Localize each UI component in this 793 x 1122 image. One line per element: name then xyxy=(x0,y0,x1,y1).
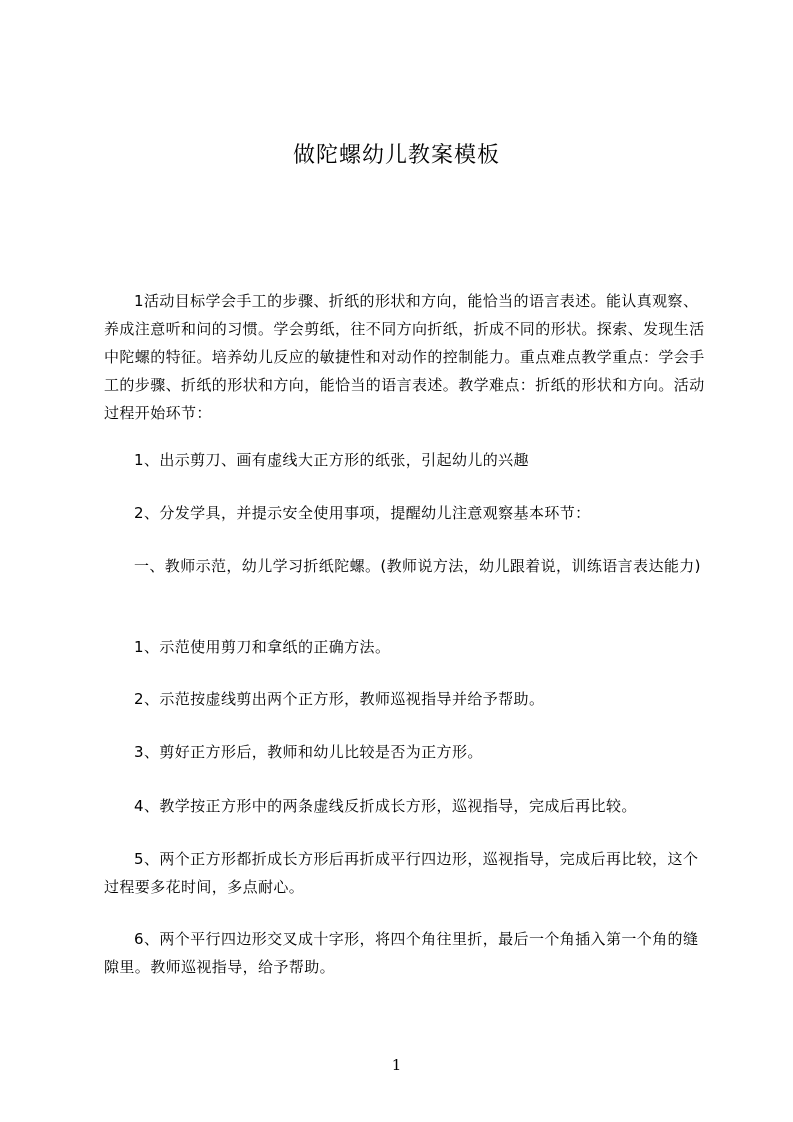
paragraph-activity-goals: 1活动目标学会手工的步骤、折纸的形状和方向，能恰当的语言表述。能认真观察、养成注意听和问的习惯。学会剪纸，往不同方向折纸，折成不同的形状。探索、发现生活中陀螺的特征。培养幼儿反应的敏捷性和对动作的控制能力。重点难点教学重点：学会手工的步骤、折纸的形状和方向，能恰当的语言表述。教学难点：折纸的形状和方向。活动过程开始环节： xyxy=(104,292,705,422)
paragraph-step-show-scissors: 1、出示剪刀、画有虚线大正方形的纸张，引起幼儿的兴趣 xyxy=(134,451,529,469)
paragraph-demo-step-6: 6、两个平行四边形交叉成十字形，将四个角往里折，最后一个角插入第一个角的缝隙里。教师巡视指导，给予帮助。 xyxy=(104,930,699,976)
paragraph-demo-step-3: 3、剪好正方形后，教师和幼儿比较是否为正方形。 xyxy=(134,743,483,761)
paragraph-section-teacher-demo: 一、教师示范，幼儿学习折纸陀螺。(教师说方法，幼儿跟着说，训练语言表达能力) xyxy=(134,557,701,575)
paragraph-step-distribute-tools: 2、分发学具，并提示安全使用事项，提醒幼儿注意观察基本环节： xyxy=(134,504,591,522)
paragraph-demo-step-1: 1、示范使用剪刀和拿纸的正确方法。 xyxy=(134,638,391,656)
paragraph-demo-step-2: 2、示范按虚线剪出两个正方形，教师巡视指导并给予帮助。 xyxy=(134,690,545,708)
paragraph-demo-step-4: 4、教学按正方形中的两条虚线反折成长方形，巡视指导，完成后再比较。 xyxy=(134,797,637,815)
paragraph-demo-step-5: 5、两个正方形都折成长方形后再折成平行四边形，巡视指导，完成后再比较，这个过程要多花时间，多点耐心。 xyxy=(104,850,699,896)
page-number: 1 xyxy=(391,1056,402,1074)
document-title: 做陀螺幼儿教案模板 xyxy=(292,143,500,168)
